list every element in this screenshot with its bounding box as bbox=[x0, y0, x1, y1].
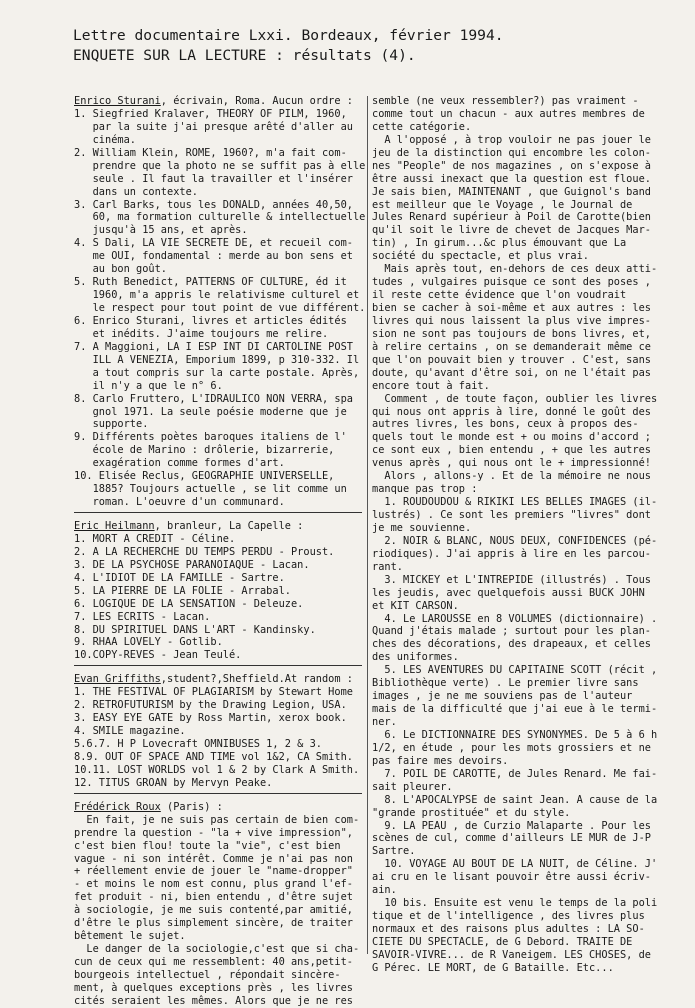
text-line: livres qui nous laissent la plus vive impres- bbox=[372, 314, 651, 327]
text-line: 5. LA PIERRE DE LA FOLIE - Arrabal. bbox=[74, 584, 291, 597]
text-line: me OUI, fondamental : merde au bon sens et bbox=[74, 250, 353, 263]
text-line: semble (ne veux ressembler?) pas vraiment - bbox=[372, 95, 639, 107]
text-line: Mais après tout, en-dehors de ces deux atti- bbox=[372, 263, 658, 276]
respondent-heading: Enrico Sturani, écrivain, Roma. Aucun ordre : bbox=[74, 95, 353, 107]
text-line: cun de ceux qui me ressemblent: 40 ans,petit- bbox=[74, 956, 353, 968]
text-line: des uniformes. bbox=[372, 651, 459, 664]
text-line: G Pérec. LE MORT, de G Bataille. Etc... bbox=[372, 961, 614, 974]
text-line: il n'y a que le n° 6. bbox=[74, 379, 223, 392]
text-line: 7. POIL DE CAROTTE, de Jules Renard. Me fai- bbox=[372, 767, 658, 780]
text-line: doute, qu'avant d'être soi, on ne l'était pas bbox=[372, 366, 651, 379]
text-line: école de Marino : drôlerie, bizarrerie, bbox=[74, 444, 335, 457]
text-line: 1960, m'a appris le relativisme culturel et bbox=[74, 289, 360, 302]
text-line: bêtement le sujet. bbox=[74, 930, 186, 943]
text-line: 2. William Klein, ROME, 1960?, m'a fait com- bbox=[74, 146, 347, 159]
text-line: 12. TITUS GROAN by Mervyn Peake. bbox=[74, 776, 273, 789]
text-line: qu'il soit le livre de chevet de Jacques Mar- bbox=[372, 224, 651, 237]
text-line: est meilleur que le Voyage , le Journal de bbox=[372, 198, 633, 211]
text-line: les jeudis, avec quelquefois aussi BUCK JOHN bbox=[372, 586, 645, 599]
section-rule bbox=[74, 512, 362, 520]
header-line-1: Lettre documentaire Lxxi. Bordeaux, février 1994. bbox=[73, 27, 504, 44]
text-line: 1. Siegfried Kralaver, THEORY OF PILM, 1960, bbox=[74, 107, 347, 120]
text-line: 7. LES ECRITS - Lacan. bbox=[74, 610, 211, 623]
text-line: gnol 1971. La seule poésie moderne que je bbox=[74, 405, 347, 418]
text-line: 6. Enrico Sturani, livres et articles édités bbox=[74, 314, 347, 327]
text-line: 4. Le LAROUSSE en 8 VOLUMES (dictionnaire) . bbox=[372, 612, 658, 625]
text-line: a tout compris sur la carte postale. Après, bbox=[74, 366, 360, 379]
text-line: exagération comme formes d'art. bbox=[74, 457, 285, 470]
text-line: 1. THE FESTIVAL OF PLAGIARISM by Stewart Home bbox=[74, 686, 353, 699]
text-line: roman. L'oeuvre d'un communard. bbox=[74, 496, 285, 509]
text-line: "grande prostituée" et du style. bbox=[372, 806, 571, 819]
text-line: venus après , qui nous ont le + impressionné! bbox=[372, 457, 651, 470]
text-line: 3. MICKEY et L'INTREPIDE (illustrés) . Tous bbox=[372, 573, 651, 586]
text-line: bien se cacher à soi-même et aux autres : les bbox=[372, 302, 651, 314]
text-line: vague - ni son intérêt. Comme je n'ai pas non bbox=[74, 852, 353, 865]
section-rule bbox=[74, 665, 362, 673]
text-line: ain. bbox=[372, 884, 397, 897]
column-divider bbox=[367, 96, 368, 954]
text-line: à relire certains , on se demanderait même ce bbox=[372, 340, 651, 353]
respondent-name: Eric Heilmann bbox=[74, 520, 155, 532]
text-line: rant. bbox=[372, 560, 403, 573]
right-column bbox=[372, 95, 672, 975]
text-line: 10. VOYAGE AU BOUT DE LA NUIT, de Céline. J' bbox=[372, 858, 658, 871]
text-line: Je sais bien, MAINTENANT , que Guignol's band bbox=[372, 185, 651, 198]
text-line: 10.COPY-REVES - Jean Teulé. bbox=[74, 649, 242, 662]
document-header bbox=[73, 26, 633, 66]
text-line: 7. A Maggioni, LA I ESP INT DI CARTOLINE POST bbox=[74, 340, 353, 353]
text-line: 3. DE LA PSYCHOSE PARANOIAQUE - Lacan. bbox=[74, 558, 310, 571]
text-line: 6. Le DICTIONNAIRE DES SYNONYMES. De 5 à 6 h bbox=[372, 728, 658, 741]
text-line: CIETE DU SPECTACLE, de G Debord. TRAITE DE bbox=[372, 935, 633, 948]
text-line: 2. A LA RECHERCHE DU TEMPS PERDU - Proust. bbox=[74, 545, 335, 558]
text-line: 3. Carl Barks, tous les DONALD, années 40,50, bbox=[74, 198, 353, 211]
text-line: 9. RHAA LOVELY - Gotlib. bbox=[74, 636, 223, 649]
respondent-name: Evan Griffiths bbox=[74, 673, 161, 686]
text-line: ment, à quelques exceptions près , les livres bbox=[74, 981, 353, 994]
text-line: 8.9. OUT OF SPACE AND TIME vol 1&2, CA Smith. bbox=[74, 750, 353, 763]
text-line: dans un contexte. bbox=[74, 185, 198, 198]
text-line: A l'opposé , à trop vouloir ne pas jouer le bbox=[372, 133, 651, 146]
text-line: 60, ma formation culturelle & intellectuelle bbox=[74, 211, 366, 224]
text-line: le respect pour tout point de vue différent. bbox=[74, 302, 366, 314]
text-line: sion ne sont pas toujours de bons livres, et, bbox=[372, 327, 651, 340]
text-line: 10.11. LOST WORLDS vol 1 & 2 by Clark A Smith. bbox=[74, 763, 360, 776]
text-line: seule . Il faut la travailler et l'insérer bbox=[74, 172, 353, 185]
text-line: société du spectacle, et plus vrai. bbox=[372, 250, 589, 263]
text-line: mais de la difficulté que j'ai eue à le termi- bbox=[372, 703, 658, 716]
text-line: 9. LA PEAU , de Curzio Malaparte . Pour les bbox=[372, 819, 651, 832]
text-line: jusqu'à 15 ans, et après. bbox=[74, 224, 248, 237]
text-line: 3. EASY EYE GATE by Ross Martin, xerox book. bbox=[74, 712, 347, 725]
text-line: 5. LES AVENTURES DU CAPITAINE SCOTT (récit , bbox=[372, 664, 658, 677]
text-line: être aussi inexact que la question est floue. bbox=[372, 172, 651, 185]
text-line: prendre la question - "la + vive impression", bbox=[74, 826, 353, 839]
text-line: ches des décorations, des drapeaux, et celles bbox=[372, 638, 651, 651]
text-line: ILL A VENEZIA, Emporium 1899, p 310-332. Il bbox=[74, 353, 360, 366]
text-line: 1. ROUDOUDOU & RIKIKI LES BELLES IMAGES (il- bbox=[372, 496, 658, 509]
text-line: 5.6.7. H P Lovecraft OMNIBUSES 1, 2 & 3. bbox=[74, 738, 322, 750]
text-line: sait pleurer. bbox=[372, 780, 453, 793]
text-line: Alors , allons-y . Et de la mémoire ne nous bbox=[372, 470, 651, 483]
text-line: riodiques). J'ai appris à lire en les parcou- bbox=[372, 547, 651, 560]
text-line: - et moins le nom est connu, plus grand l'ef- bbox=[74, 878, 353, 891]
respondent-name: Enrico Sturani bbox=[74, 95, 161, 107]
text-line: à sociologie, je me suis contenté,par amitié, bbox=[74, 904, 353, 917]
text-line: 2. RETROFUTURISM by the Drawing Legion, USA. bbox=[74, 699, 347, 712]
text-line: images , je ne me souviens pas de l'auteur bbox=[372, 690, 633, 703]
text-line: SAVOIR-VIVRE... de R Vaneigem. LES CHOSES, de bbox=[372, 948, 651, 961]
text-line: tudes , vulgaires puisque ce sont des poses , bbox=[372, 276, 651, 289]
text-line: 9. Différents poètes baroques italiens de l' bbox=[74, 431, 347, 444]
text-line: 8. L'APOCALYPSE de saint Jean. A cause de la bbox=[372, 793, 658, 806]
text-line: ce sont eux , bien entendu , + que les autres bbox=[372, 444, 651, 457]
text-line: fet produit - ni, bien entendu , d'être sujet bbox=[74, 891, 353, 904]
text-line: d'être le plus simplement sincère, de traiter bbox=[74, 917, 353, 930]
text-line: Sartre. bbox=[372, 845, 416, 858]
text-line: cinéma. bbox=[74, 133, 136, 146]
text-line: 4. S Dali, LA VIE SECRETE DE, et recueil com- bbox=[74, 237, 353, 250]
text-line: + réellement envie de jouer le "name-dropper" bbox=[74, 865, 353, 878]
text-line: encore tout à fait. bbox=[372, 379, 490, 392]
text-line: manque pas trop : bbox=[372, 483, 478, 496]
text-line: normaux et des raisons plus adultes : LA SO- bbox=[372, 923, 645, 935]
text-line: pas faire mes devoirs. bbox=[372, 754, 509, 767]
text-line: il reste cette évidence que l'on voudrait bbox=[372, 289, 627, 302]
text-line: Comment , de toute façon, oublier les livres bbox=[372, 392, 658, 405]
text-line: scènes de cul, comme d'ailleurs LE MUR de J-P bbox=[372, 832, 651, 845]
header-line-2: ENQUETE SUR LA LECTURE : résultats (4). bbox=[73, 47, 416, 64]
text-line: 10. Elisée Reclus, GEOGRAPHIE UNIVERSELLE, bbox=[74, 470, 335, 483]
text-line: 1885? Toujours actuelle , se lit comme un bbox=[74, 483, 347, 496]
text-line: Bibliothèque verte) . Le premier livre sans bbox=[372, 677, 639, 690]
text-line: et KIT CARSON. bbox=[372, 599, 459, 612]
section-rule bbox=[74, 793, 362, 801]
text-line: 1/2, en étude , pour les mots grossiers et ne bbox=[372, 741, 651, 754]
text-line: Quand j'étais malade ; surtout pour les plan- bbox=[372, 625, 651, 638]
respondent-heading: Eric Heilmann, branleur, La Capelle : bbox=[74, 520, 304, 532]
text-line: quels tout le monde est + ou moins d'accord ; bbox=[372, 431, 651, 444]
text-line: Le danger de la sociologie,c'est que si cha- bbox=[74, 943, 360, 956]
text-line: tin) , In girum...&c plus émouvant que La bbox=[372, 237, 627, 250]
text-line: Jules Renard supérieur à Poil de Carotte(bien bbox=[372, 211, 651, 224]
text-line: 1. MORT A CREDIT - Céline. bbox=[74, 532, 236, 545]
text-line: 6. LOGIQUE DE LA SENSATION - Deleuze. bbox=[74, 597, 304, 610]
text-line: 2. NOIR & BLANC, NOUS DEUX, CONFIDENCES (pé- bbox=[372, 534, 658, 547]
text-line: 4. L'IDIOT DE LA FAMILLE - Sartre. bbox=[74, 571, 285, 584]
text-line: 4. SMILE magazine. bbox=[74, 725, 186, 738]
text-line: 5. Ruth Benedict, PATTERNS OF CULTURE, éd it bbox=[74, 276, 347, 289]
respondent-heading: Frédérick Roux (Paris) : bbox=[74, 800, 223, 813]
text-line: cités seraient les mêmes. Alors que je ne res bbox=[74, 994, 353, 1007]
text-line: qui nous ont appris à lire, donné le goût des bbox=[372, 405, 651, 418]
text-line: je me souvienne. bbox=[372, 521, 472, 534]
text-line: 8. Carlo Fruttero, L'IDRAULICO NON VERRA, spa bbox=[74, 392, 353, 405]
text-line: et inédits. J'aime toujours me relire. bbox=[74, 327, 329, 340]
respondent-heading: Evan Griffiths,student?,Sheffield.At random : bbox=[74, 673, 353, 686]
text-line: prendre que la photo ne se suffit pas à elle bbox=[74, 159, 366, 172]
text-line: ner. bbox=[372, 716, 397, 728]
text-line: ai cru en le lisant pouvoir être aussi écriv- bbox=[372, 871, 651, 884]
text-line: 10 bis. Ensuite est venu le temps de la poli bbox=[372, 897, 658, 910]
left-column bbox=[74, 95, 364, 1008]
text-line: tique et de l'intelligence , des livres plus bbox=[372, 910, 645, 923]
text-line: En fait, je ne suis pas certain de bien com- bbox=[74, 813, 360, 826]
text-line: nes "People" de nos magazines , on s'expose à bbox=[372, 159, 651, 172]
text-line: autres livres, les bons, ceux à propos des- bbox=[372, 418, 639, 431]
text-line: comme tout un chacun - aux autres membres de bbox=[372, 107, 645, 120]
text-line: 8. DU SPIRITUEL DANS L'ART - Kandinsky. bbox=[74, 623, 316, 636]
text-line: par la suite j'ai presque arêté d'aller au bbox=[74, 120, 353, 133]
respondent-name: Frédérick Roux bbox=[74, 800, 161, 813]
text-line: supporte. bbox=[74, 418, 149, 431]
text-line: cette catégorie. bbox=[372, 120, 472, 133]
text-line: que l'on pouvait bien y trouver . C'est, sans bbox=[372, 353, 651, 366]
text-line: jeu de la distinction qui encombre les colon- bbox=[372, 146, 651, 159]
text-line: bourgeois intellectuel , répondait sincère- bbox=[74, 968, 341, 981]
text-line: c'est bien flou! toute la "vie", c'est bien bbox=[74, 839, 341, 852]
text-line: au bon goût. bbox=[74, 263, 167, 276]
text-line: lustrés) . Ce sont les premiers "livres" dont bbox=[372, 509, 651, 521]
